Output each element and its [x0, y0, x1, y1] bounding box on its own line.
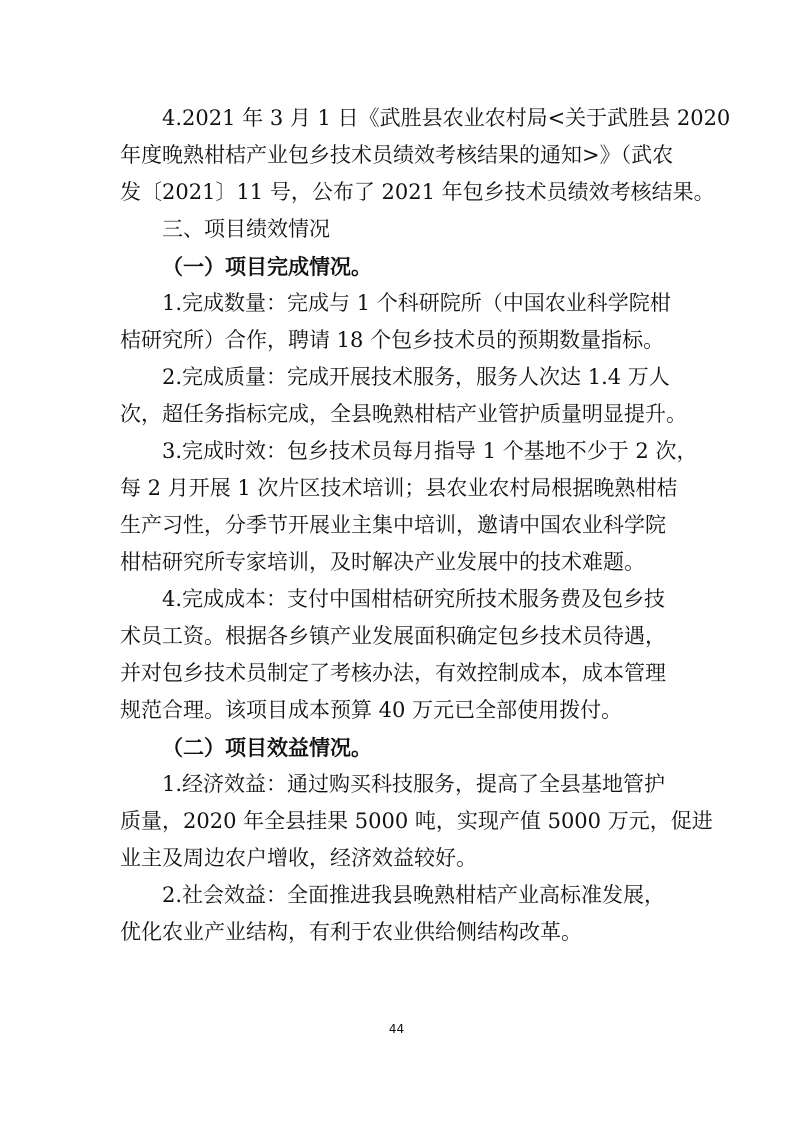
text-line: 优化农业产业结构，有利于农业供给侧结构改革。 [120, 920, 582, 944]
text-line: 柑桔研究所专家培训，及时解决产业发展中的技术难题。 [120, 550, 645, 574]
text-line: 桔研究所）合作，聘请 18 个包乡技术员的预期数量指标。 [120, 328, 665, 352]
text-line: 生产习性，分季节开展业主集中培训，邀请中国农业科学院 [120, 513, 666, 537]
document-body [120, 100, 731, 951]
text-line: 2.完成质量：完成开展技术服务，服务人次达 1.4 万人 [162, 365, 670, 389]
paragraph-quantity [120, 285, 680, 359]
text-line: 术员工资。根据各乡镇产业发展面积确定包乡技术员待遇， [120, 624, 666, 648]
text-line: 规范合理。该项目成本预算 40 万元已全部使用拨付。 [120, 698, 623, 722]
subsection-heading-benefits: （二）项目效益情况。 [162, 735, 372, 760]
page-number: 44 [388, 1022, 405, 1036]
text-line: 4.2021 年 3 月 1 日《武胜县农业农村局<关于武胜县 2020 [162, 106, 731, 130]
text-line: 1.经济效益：通过购买科技服务，提高了全县基地管护 [162, 772, 666, 796]
subsection-heading-completion: （一）项目完成情况。 [162, 254, 372, 279]
text-line: 业主及周边农户增收，经济效益较好。 [120, 846, 477, 870]
text-line: 每 2 月开展 1 次片区技术培训；县农业农村局根据晚熟柑桔 [120, 476, 678, 500]
text-line: 质量，2020 年全县挂果 5000 吨，实现产值 5000 万元，促进 [120, 809, 713, 833]
text-line: 年度晚熟柑桔产业包乡技术员绩效考核结果的通知>》（武农 [120, 143, 674, 167]
text-line: 4.完成成本：支付中国柑桔研究所技术服务费及包乡技 [162, 587, 666, 611]
section-heading-performance: 三、项目绩效情况 [162, 217, 330, 241]
text-line: 2.社会效益：全面推进我县晚熟柑桔产业高标准发展， [162, 883, 666, 907]
paragraph-economic [120, 766, 713, 877]
paragraph-timeliness [120, 433, 698, 581]
text-line: 3.完成时效：包乡技术员每月指导 1 个基地不少于 2 次， [162, 439, 698, 463]
paragraph-quality [120, 359, 687, 433]
text-line: 1.完成数量：完成与 1 个科研院所（中国农业科学院柑 [162, 291, 671, 315]
text-line: 并对包乡技术员制定了考核办法，有效控制成本，成本管理 [120, 661, 666, 685]
text-line: 发〔2021〕11 号，公布了 2021 年包乡技术员绩效考核结果。 [120, 180, 715, 204]
text-line: 次，超任务指标完成，全县晚熟柑桔产业管护质量明显提升。 [120, 402, 687, 426]
paragraph-social [120, 877, 680, 951]
paragraph-cost [120, 581, 680, 729]
paragraph-notice [120, 100, 731, 211]
